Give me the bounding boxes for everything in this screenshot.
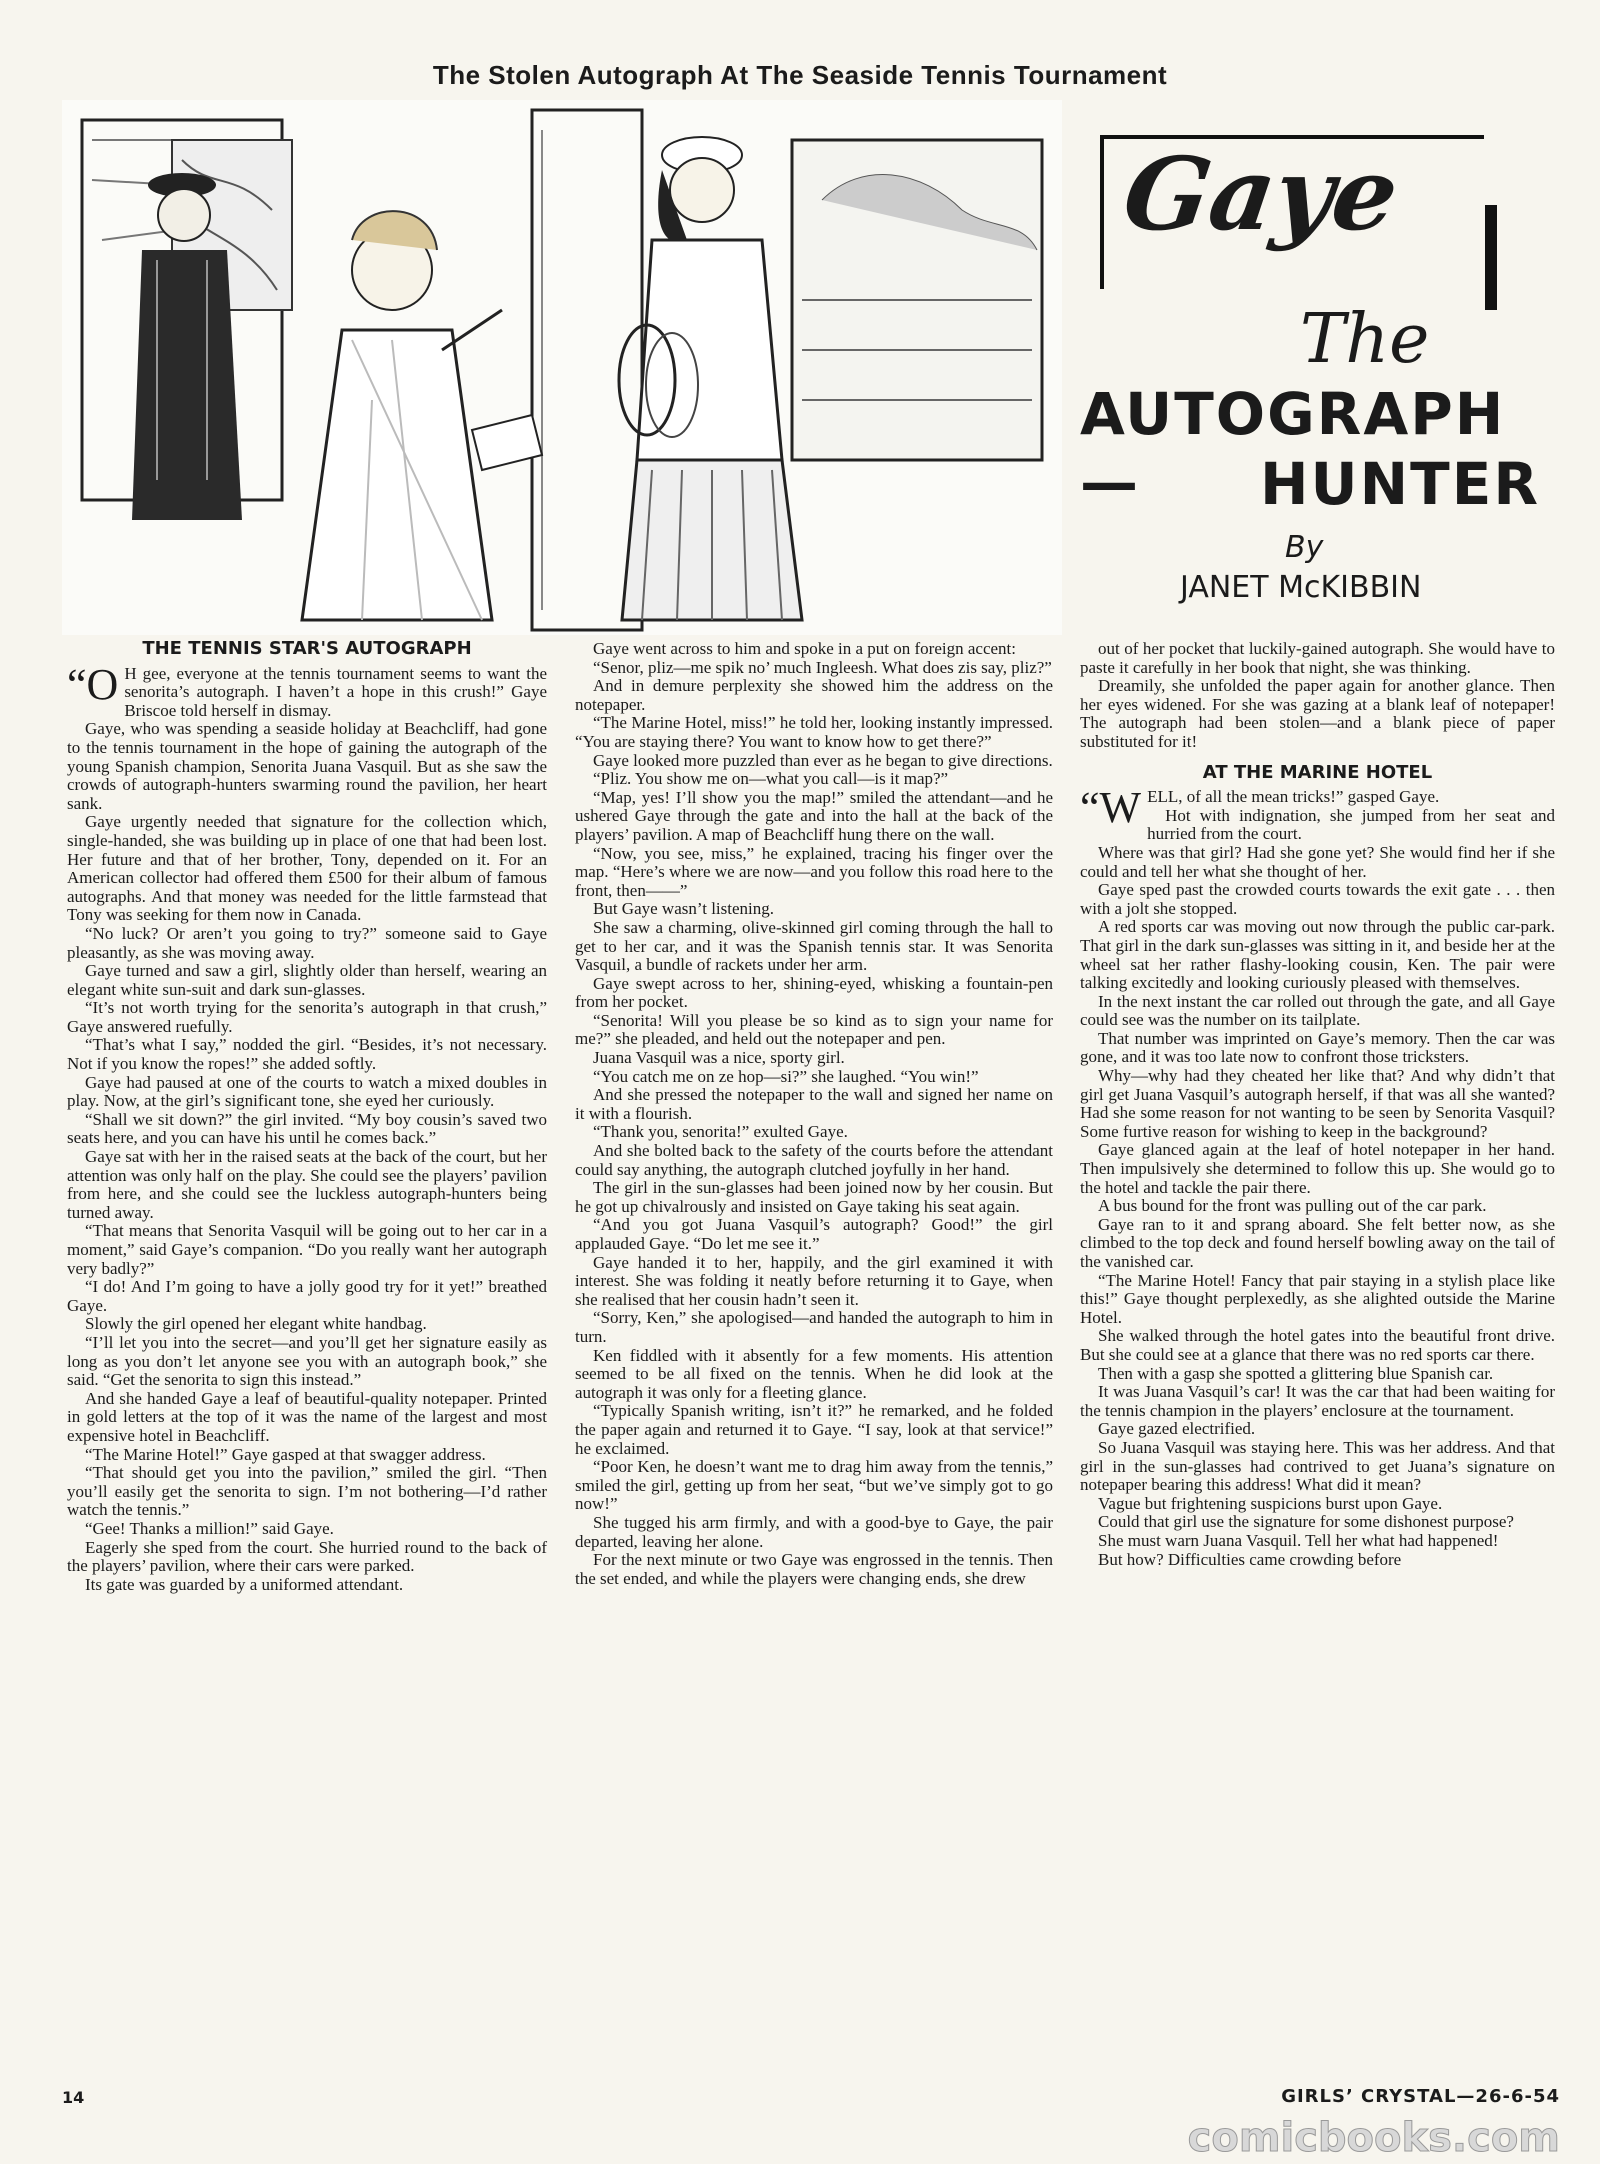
story-banner: The Stolen Autograph At The Seaside Tennis Tournament: [432, 60, 1168, 90]
story-paragraph: “It’s not worth trying for the senorita’s autograph in that crush,” Gaye answered ruefully.: [67, 998, 547, 1036]
byline-by: By: [1285, 530, 1324, 565]
story-paragraph: But how? Difficulties came crowding before: [1098, 1549, 1402, 1569]
story-paragraph: That number was imprinted on Gaye’s memory. Then the car was gone, and it was too late now to confront those tricksters.: [1080, 1028, 1555, 1067]
story-paragraph: Juana Vasquil was a nice, sporty girl.: [593, 1048, 845, 1068]
story-paragraph: “WELL, of all the mean tricks!” gasped Gaye.: [1080, 783, 1440, 833]
page-number: 14: [62, 2088, 85, 2107]
story-paragraph: Dreamily, she unfolded the paper again for another glance. Then her eyes widened. For she was gazing at a blank leaf of notepaper! The autograph had been stolen—and a blank piece of paper substituted for it!: [1080, 676, 1555, 751]
story-paragraph: Gaye looked more puzzled than ever as he began to give directions.: [593, 750, 1053, 770]
story-paragraph: And in demure perplexity she showed him the address on the notepaper.: [575, 676, 1053, 714]
story-paragraph: “You catch me on ze hop—si?” she laughed. “You win!”: [593, 1066, 979, 1086]
issue-info: GIRLS’ CRYSTAL—26-6-54: [1281, 2086, 1560, 2107]
story-paragraph: In the next instant the car rolled out through the gate, and all Gaye could see was the number on its tailplate.: [1080, 991, 1555, 1030]
story-paragraph: Gaye gazed electrified.: [1098, 1419, 1256, 1439]
story-paragraph: Why—why had they cheated her like that? And why didn’t that girl get Juana Vasquil’s autograph herself, if that was all she wanted? Had she some reason for not wanting to be seen by Senorita Vasquil? Some furtive reason for wishing to keep in the background?: [1080, 1066, 1555, 1141]
story-paragraph: “Shall we sit down?” the girl invited. “My boy cousin’s saved two seats here, and you can have his until he comes back.”: [67, 1109, 547, 1148]
story-paragraph: Then with a gasp she spotted a glittering blue Spanish car.: [1098, 1363, 1494, 1383]
drop-cap: “O: [67, 659, 119, 709]
section-heading: AT THE MARINE HOTEL: [1202, 761, 1433, 783]
story-paragraph: Gaye handed it to her, happily, and the girl examined it with interest. She was folding it neatly before returning it to Gaye, when she realised that her cousin hadn’t seen it.: [575, 1252, 1053, 1309]
story-paragraph: “I do! And I’m going to have a jolly good try for it yet!” breathed Gaye.: [67, 1277, 547, 1315]
illustration-drawing: [62, 100, 1062, 635]
story-paragraph: Gaye, who was spending a seaside holiday at Beachcliff, had gone to the tennis tournament in the hope of gaining the autograph of the young Spanish champion, Senorita Juana Vasquil. But as she saw the crowds of autograph-hunters swarming round the pavilion, her heart sank.: [67, 719, 547, 813]
story-paragraph: Slowly the girl opened her elegant white handbag.: [85, 1314, 427, 1334]
story-paragraph: She saw a charming, olive-skinned girl coming through the hall to get to her car, and it was the Spanish tennis star. It was Senorita Vasquil, a bundle of rackets under her arm.: [575, 917, 1053, 975]
story-paragraph: Gaye swept across to her, shining-eyed, whisking a fountain-pen from her pocket.: [575, 973, 1053, 1012]
story-paragraph: “The Marine Hotel! Fancy that pair staying in a stylish place like this!” Gaye thought perplexedly, as she alighted outside the Marine Hotel.: [1080, 1270, 1555, 1327]
watermark: comicbooks.com: [1187, 2115, 1560, 2161]
story-paragraph: “O H gee, everyone at the tennis tournament seems to want the senorita’s autograph. I haven’t a hope in this crush!” Gaye Briscoe told herself in dismay.: [67, 659, 547, 720]
story-paragraph: “Senor, pliz—me spik no’ much Ingleesh. What does zis say, pliz?”: [593, 657, 1052, 677]
story-paragraph: “Now, you see, miss,” he explained, tracing his finger over the map. “Here’s where we are now—and you follow this road here to the front, then——”: [575, 843, 1053, 900]
story-paragraph: “Map, yes! I’ll show you the map!” smiled the attendant—and he ushered Gaye through the gate and into the hall at the back of the players’ pavilion. A map of Beachcliff hung there on the wall.: [575, 787, 1053, 844]
story-paragraph: Gaye glanced again at the leaf of hotel notepaper in her hand. Then impulsively she determined to follow this up. She would go to the hotel and tackle the pair there.: [1080, 1140, 1555, 1197]
story-paragraph: Its gate was guarded by a uniformed attendant.: [85, 1574, 404, 1594]
story-paragraph: A bus bound for the front was pulling out of the car park.: [1098, 1196, 1487, 1216]
story-paragraph: So Juana Vasquil was staying here. This was her address. And that girl in the sun-glasses had contrived to get Juana’s signature on notepaper bearing this address! What did it mean?: [1080, 1437, 1555, 1495]
story-paragraph: Gaye had paused at one of the courts to watch a mixed doubles in play. Now, at the girl’s significant tone, she eyed her curiously.: [67, 1072, 547, 1111]
story-paragraph: And she handed Gaye a leaf of beautiful-quality notepaper. Printed in gold letters at the top of it was the name of the largest and most expensive hotel in Beachcliff.: [67, 1388, 547, 1445]
story-paragraph: For the next minute or two Gaye was engrossed in the tennis. Then the set ended, and while the players were changing ends, she drew: [575, 1550, 1053, 1588]
drop-cap: “W: [1080, 783, 1142, 833]
story-paragraph: Eagerly she sped from the court. She hurried round to the back of the players’ pavilion, where their cars were parked.: [67, 1537, 547, 1576]
story-paragraph: “The Marine Hotel, miss!” he told her, looking instantly impressed. “You are staying there? You want to know how to get there?”: [575, 713, 1053, 751]
story-paragraph: “Sorry, Ken,” she apologised—and handed the autograph to him in turn.: [575, 1308, 1053, 1346]
text-column-2: [575, 640, 1053, 1588]
story-paragraph: She must warn Juana Vasquil. Tell her what had happened!: [1098, 1530, 1499, 1550]
story-paragraph: “The Marine Hotel!” Gaye gasped at that swagger address.: [85, 1444, 486, 1464]
text-column-1: [67, 640, 547, 1594]
story-paragraph: But Gaye wasn’t listening.: [593, 899, 774, 919]
story-paragraph: “Poor Ken, he doesn’t want me to drag him away from the tennis,” smiled the girl, getting up from her seat, “but we’ve simply got to go now!”: [575, 1457, 1053, 1514]
story-paragraph: “Thank you, senorita!” exulted Gaye.: [593, 1122, 848, 1142]
story-paragraph: Ken fiddled with it absently for a few moments. His attention seemed to be all fixed on the tennis. When he did look at the autograph it was only for a fleeting glance.: [575, 1345, 1053, 1402]
story-paragraph: Where was that girl? Had she gone yet? She would find her if she could and tell her what she thought of her.: [1080, 842, 1555, 881]
section-heading: THE TENNIS STAR'S AUTOGRAPH: [142, 638, 472, 659]
story-illustration: [62, 100, 1062, 635]
story-paragraph: “And you got Juana Vasquil’s autograph? Good!” the girl applauded Gaye. “Do let me see it.”: [575, 1215, 1053, 1253]
story-paragraph: “Senorita! Will you please be so kind as to sign your name for me?” she pleaded, and held out the notepaper and pen.: [575, 1010, 1053, 1049]
story-paragraph: “That means that Senorita Vasquil will be going out to her car in a moment,” said Gaye’s companion. “Do you really want her autograph very badly?”: [67, 1221, 547, 1278]
story-paragraph: “I’ll let you into the secret—and you’ll get her signature easily as long as you don’t let anyone see you with an autograph book,” she said. “Get the senorita to sign this instead.”: [67, 1332, 547, 1390]
story-paragraph: “No luck? Or aren’t you going to try?” someone said to Gaye pleasantly, as she was moving away.: [67, 923, 547, 962]
story-paragraph: Could that girl use the signature for some dishonest purpose?: [1098, 1512, 1514, 1532]
story-paragraph: Gaye went across to him and spoke in a put on foreign accent:: [593, 639, 1016, 658]
story-paragraph: And she bolted back to the safety of the courts before the attendant could say anything, the autograph clutched joyfully in her hand.: [575, 1141, 1053, 1179]
story-paragraph: Gaye turned and saw a girl, slightly older than herself, wearing an elegant white sun-suit and dark sun-glasses.: [67, 961, 547, 999]
story-paragraph: “Typically Spanish writing, isn’t it?” he remarked, and he folded the paper again and returned it to Gaye. “I say, look at that service!” he exclaimed.: [575, 1401, 1053, 1458]
title-gaye: Gaye: [1116, 135, 1406, 253]
story-paragraph: The girl in the sun-glasses had been joined now by her cousin. But he got up chivalrously and insisted on Gaye taking his seat again.: [575, 1178, 1053, 1216]
story-paragraph: It was Juana Vasquil’s car! It was the car that had been waiting for the tennis champion in the players’ enclosure at the tournament.: [1080, 1382, 1555, 1420]
story-paragraph: Gaye sped past the crowded courts towards the exit gate . . . then with a jolt she stopped.: [1080, 880, 1555, 918]
story-paragraph: “That’s what I say,” nodded the girl. “Besides, it’s not necessary. Not if you know the ropes!” she added softly.: [67, 1035, 547, 1074]
title-hunter: HUNTER: [1260, 450, 1541, 518]
story-paragraph: “Gee! Thanks a million!” said Gaye.: [85, 1518, 334, 1538]
story-paragraph: Gaye ran to it and sprang aboard. She felt better now, as she climbed to the top deck and found herself bowling away on the tail of the vanished car.: [1080, 1214, 1555, 1271]
story-paragraph: She walked through the hotel gates into the beautiful front drive. But she could see at a glance that there was no red sports car there.: [1080, 1326, 1555, 1364]
text-column-3: [1080, 640, 1555, 1569]
byline-author: JANET McKIBBIN: [1180, 570, 1422, 605]
story-paragraph: out of her pocket that luckily-gained autograph. She would have to paste it carefully in her book that night, she was thinking.: [1080, 639, 1555, 677]
story-paragraph: “That should get you into the pavilion,” smiled the girl. “Then you’ll easily get the senorita to sign. I’m not bothering—I’d rather watch the tennis.”: [67, 1463, 547, 1520]
title-the: The: [1300, 300, 1430, 379]
title-autograph: AUTOGRAPH—: [1080, 380, 1506, 516]
story-paragraph: “Pliz. You show me on—what you call—is it map?”: [593, 769, 949, 789]
story-title-block: [1070, 115, 1550, 635]
story-paragraph: Vague but frightening suspicions burst upon Gaye.: [1098, 1493, 1443, 1513]
story-paragraph: Hot with indignation, she jumped from her seat and hurried from the court.: [1147, 805, 1555, 844]
story-paragraph: Gaye sat with her in the raised seats at the back of the court, but her attention was only half on the play. She could see the players’ pavilion from here, and she could see the luckless autograph-hunters being turned away.: [67, 1147, 547, 1222]
story-paragraph: A red sports car was moving out now through the public car-park. That girl in the dark sun-glasses was sitting in it, and beside her at the wheel sat her rather flashy-looking cousin, Ken. The pair were talking excitedly and looking curiously pleased with themselves.: [1080, 917, 1555, 993]
title-frame-bar: [1485, 205, 1497, 310]
story-paragraph: She tugged his arm firmly, and with a good-bye to Gaye, the pair departed, leaving her alone.: [575, 1512, 1053, 1551]
story-paragraph: Gaye urgently needed that signature for the collection which, single-handed, she was building up in place of one that had been lost. Her future and that of her brother, Tony, depended on it. For an American collector had offered them £500 for their album of famous autographs. And that money was needed for the little farmstead that Tony was seeking for them now in Canada.: [67, 812, 547, 925]
story-paragraph: And she pressed the notepaper to the wall and signed her name on it with a flourish.: [575, 1085, 1053, 1123]
